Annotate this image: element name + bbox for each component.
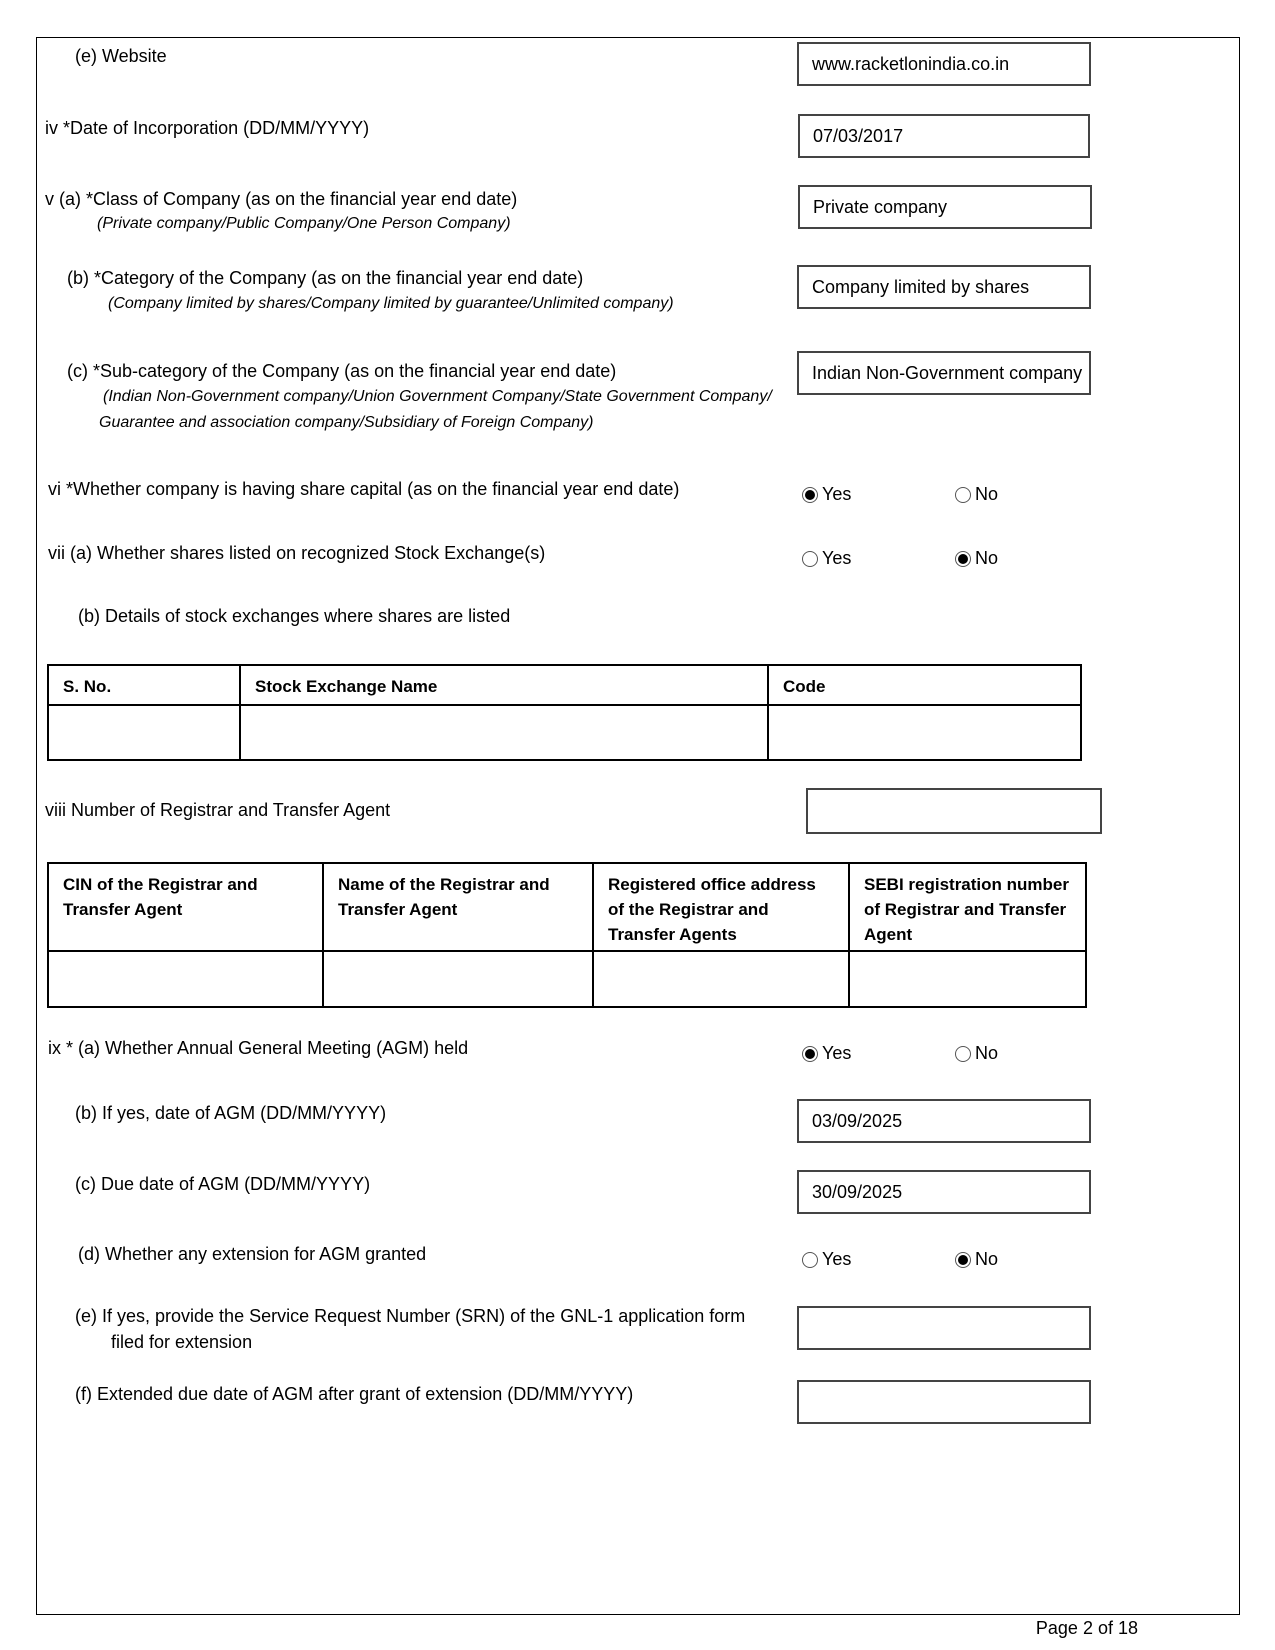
rta-count-label: viii Number of Registrar and Transfer Agent: [45, 800, 391, 820]
incorporation-date-field[interactable]: 07/03/2017: [798, 114, 1090, 158]
class-of-company-field[interactable]: Private company: [798, 185, 1092, 229]
class-of-company-hint: (Private company/Public Company/One Person Company): [97, 215, 511, 232]
agm-date-field[interactable]: 03/09/2025: [797, 1099, 1091, 1143]
radio-selected-icon: [955, 551, 971, 567]
class-of-company-label: v (a) *Class of Company (as on the financial year end date): [45, 189, 518, 209]
table-header-row: [48, 863, 1086, 951]
agm-due-date-field[interactable]: 30/09/2025: [797, 1170, 1091, 1214]
agm-held-yes-radio[interactable]: Yes: [802, 1043, 851, 1064]
stock-exchange-details-label: (b) Details of stock exchanges where shares are listed: [78, 606, 511, 626]
table-row: [48, 705, 1081, 760]
agm-due-date-label: (c) Due date of AGM (DD/MM/YYYY): [75, 1174, 371, 1194]
agm-held-no-radio[interactable]: No: [955, 1043, 998, 1064]
stock-exchange-table: [47, 664, 1082, 761]
agm-date-label: (b) If yes, date of AGM (DD/MM/YYYY): [75, 1103, 387, 1123]
column-header-exchange-name: Stock Exchange Name: [240, 665, 768, 705]
cell-exchange-name[interactable]: [240, 705, 768, 760]
radio-unselected-icon: [802, 1252, 818, 1268]
radio-unselected-icon: [955, 1046, 971, 1062]
column-header-rta-name: Name of the Registrar and Transfer Agent: [323, 863, 593, 951]
srn-label-line2: filed for extension: [111, 1332, 253, 1352]
cell-rta-cin[interactable]: [48, 951, 323, 1007]
radio-unselected-icon: [955, 487, 971, 503]
column-header-sno: S. No.: [48, 665, 240, 705]
agm-extension-yes-radio[interactable]: Yes: [802, 1249, 851, 1270]
share-capital-yes-radio[interactable]: Yes: [802, 484, 851, 505]
table-header-row: [48, 665, 1081, 705]
extended-due-date-field[interactable]: [797, 1380, 1091, 1424]
page-number: Page 2 of 18: [1035, 1618, 1138, 1638]
extended-due-date-label: (f) Extended due date of AGM after grant of extension (DD/MM/YYYY): [75, 1384, 634, 1404]
share-capital-no-radio[interactable]: No: [955, 484, 998, 505]
category-field[interactable]: Company limited by shares: [797, 265, 1091, 309]
cell-rta-sebi[interactable]: [849, 951, 1086, 1007]
listed-label: vii (a) Whether shares listed on recognized Stock Exchange(s): [48, 543, 546, 563]
subcategory-label: (c) *Sub-category of the Company (as on the financial year end date): [67, 361, 617, 381]
radio-unselected-icon: [802, 551, 818, 567]
subcategory-field[interactable]: Indian Non-Government company: [797, 351, 1091, 395]
share-capital-label: vi *Whether company is having share capital (as on the financial year end date): [48, 479, 680, 499]
agm-extension-label: (d) Whether any extension for AGM granted: [78, 1244, 427, 1264]
radio-selected-icon: [802, 487, 818, 503]
website-label: (e) Website: [75, 46, 167, 66]
radio-selected-icon: [955, 1252, 971, 1268]
cell-rta-address[interactable]: [593, 951, 849, 1007]
subcategory-hint-line1: (Indian Non-Government company/Union Government Company/State Government Company/: [103, 388, 772, 405]
cell-code[interactable]: [768, 705, 1081, 760]
agm-extension-no-radio[interactable]: No: [955, 1249, 998, 1270]
table-row: [48, 951, 1086, 1007]
rta-count-field[interactable]: [806, 788, 1102, 834]
srn-field[interactable]: [797, 1306, 1091, 1350]
subcategory-hint-line2: Guarantee and association company/Subsidiary of Foreign Company): [99, 414, 594, 431]
column-header-code: Code: [768, 665, 1081, 705]
srn-label-line1: (e) If yes, provide the Service Request Number (SRN) of the GNL-1 application form: [75, 1306, 746, 1326]
column-header-rta-address: Registered office address of the Registrar and Transfer Agents: [593, 863, 849, 951]
listed-no-radio[interactable]: No: [955, 548, 998, 569]
cell-rta-name[interactable]: [323, 951, 593, 1007]
column-header-rta-sebi: SEBI registration number of Registrar and Transfer Agent: [849, 863, 1086, 951]
rta-table: [47, 862, 1087, 1008]
cell-sno[interactable]: [48, 705, 240, 760]
incorporation-date-label: iv *Date of Incorporation (DD/MM/YYYY): [45, 118, 370, 138]
column-header-rta-cin: CIN of the Registrar and Transfer Agent: [48, 863, 323, 951]
radio-selected-icon: [802, 1046, 818, 1062]
category-label: (b) *Category of the Company (as on the financial year end date): [67, 268, 584, 288]
category-hint: (Company limited by shares/Company limited by guarantee/Unlimited company): [108, 295, 674, 312]
agm-held-label: ix * (a) Whether Annual General Meeting (AGM) held: [48, 1038, 469, 1058]
listed-yes-radio[interactable]: Yes: [802, 548, 851, 569]
website-field[interactable]: www.racketlonindia.co.in: [797, 42, 1091, 86]
